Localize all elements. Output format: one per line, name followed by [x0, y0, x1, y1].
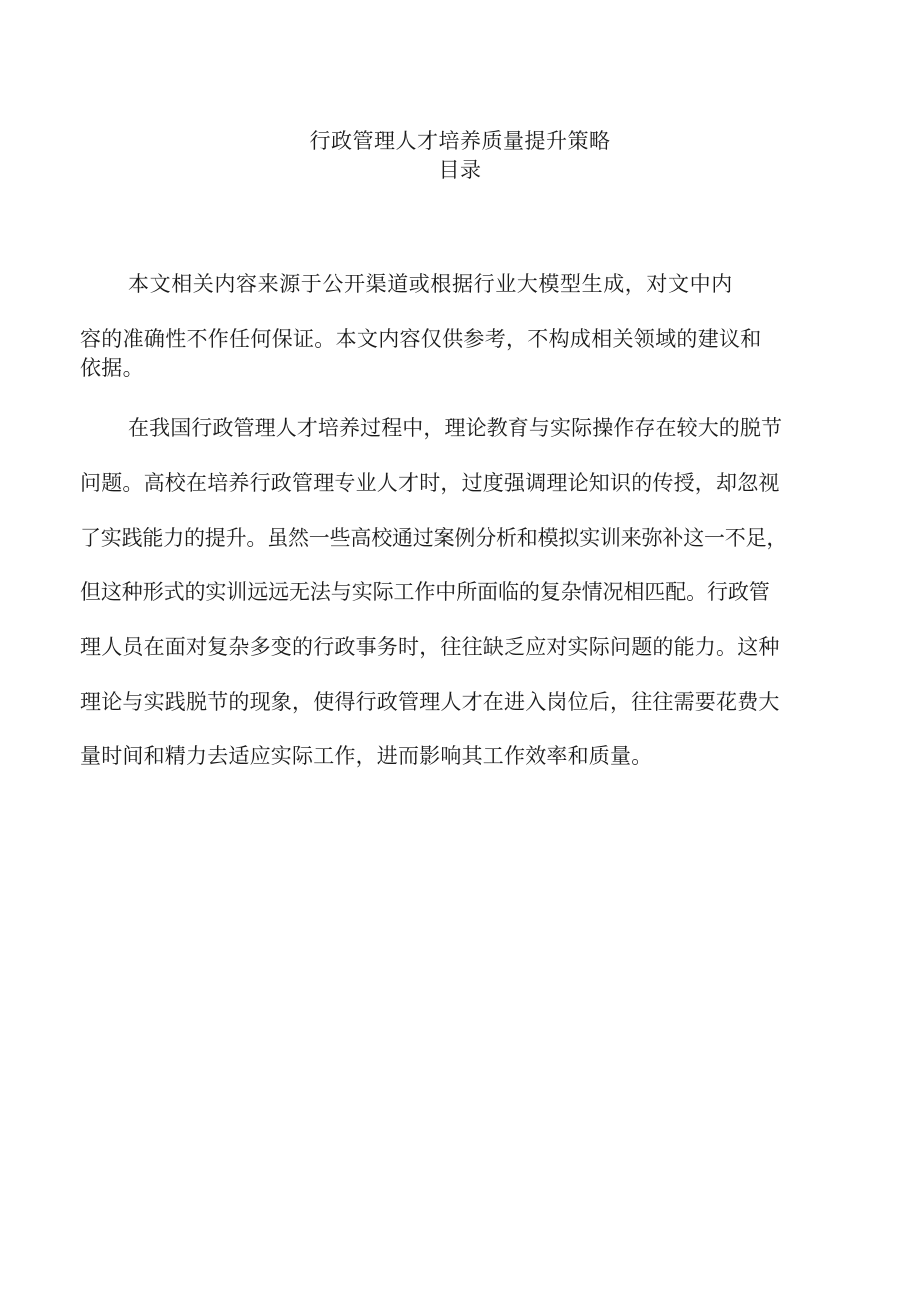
body-line: 了实践能力的提升。虽然一些高校通过案例分析和模拟实训来弥补这一不足， [80, 526, 788, 550]
body-line: 但这种形式的实训远远无法与实际工作中所面临的复杂情况相匹配。行政管 [80, 580, 770, 604]
table-of-contents-heading: 目录 [438, 158, 482, 182]
body-line: 量时间和精力去适应实际工作，进而影响其工作效率和质量。 [80, 744, 653, 768]
body-line: 问题。高校在培养行政管理专业人才时，过度强调理论知识的传授，却忽视 [80, 471, 780, 495]
body-line: 理人员在面对复杂多变的行政事务时，往往缺乏应对实际问题的能力。这种 [80, 635, 780, 659]
disclaimer-line: 本文相关内容来源于公开渠道或根据行业大模型生成，对文中内 [128, 272, 733, 296]
disclaimer-line: 容的准确性不作任何保证。本文内容仅供参考，不构成相关领域的建议和 [80, 327, 762, 351]
body-line: 在我国行政管理人才培养过程中，理论教育与实际操作存在较大的脱节 [128, 416, 783, 440]
document-title: 行政管理人才培养质量提升策略 [309, 129, 611, 153]
disclaimer-line: 依据。 [80, 356, 144, 380]
body-line: 理论与实践脱节的现象，使得行政管理人才在进入岗位后，往往需要花费大 [80, 690, 780, 714]
